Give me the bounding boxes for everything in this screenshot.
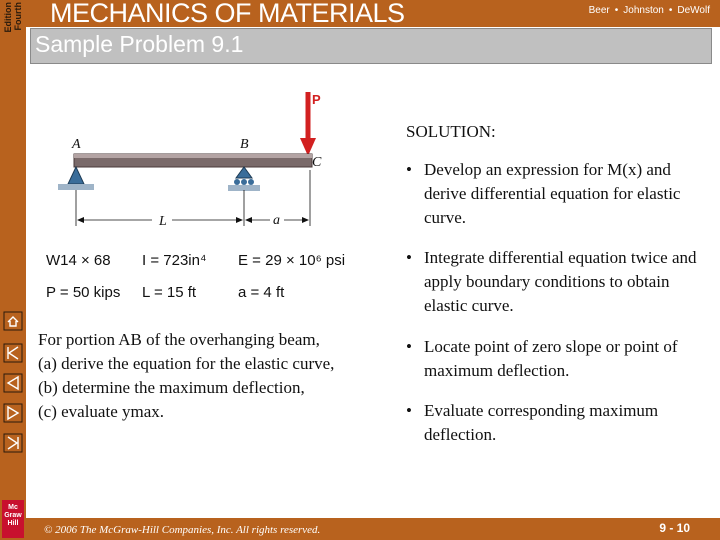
beam-highlight <box>74 154 312 158</box>
dim-arrow <box>236 217 243 223</box>
dim-arrow <box>77 217 84 223</box>
spec-modulus: E = 29 × 10⁶ psi <box>238 252 346 269</box>
solution-step-text: Locate point of zero slope or point of maximum deflection. <box>424 337 678 380</box>
solution-step-text: Evaluate corresponding maximum deflection. <box>424 401 659 444</box>
solution-step <box>406 246 712 318</box>
beam-figure <box>40 90 360 310</box>
load-arrow-head <box>300 138 316 156</box>
next-icon[interactable] <box>3 403 23 423</box>
first-page-icon[interactable] <box>3 343 23 363</box>
ground-a <box>58 184 94 190</box>
beam-diagram <box>40 90 360 230</box>
spec-load: P = 50 kips <box>46 284 121 301</box>
solution-heading: SOLUTION: <box>406 122 496 141</box>
solution-step <box>406 158 712 230</box>
last-page-icon[interactable] <box>3 433 23 453</box>
roller-wheel <box>248 179 254 185</box>
point-a-label: A <box>72 137 81 152</box>
span-label: L <box>159 214 167 229</box>
pin-support-a <box>68 167 84 184</box>
point-c-label: C <box>312 155 322 170</box>
dim-arrow <box>245 217 252 223</box>
title-bar <box>26 0 720 27</box>
bullet: • <box>406 337 412 356</box>
slide-subtitle: Sample Problem 9.1 <box>35 31 244 57</box>
overhang-label: a <box>273 213 280 228</box>
publisher-logo: Mc Graw Hill <box>2 500 24 538</box>
solution-step <box>406 399 712 447</box>
author-separator: • <box>614 5 619 16</box>
bullet: • <box>406 248 412 267</box>
load-label: P <box>312 92 321 107</box>
left-rail <box>0 0 26 540</box>
copyright: © 2006 The McGraw-Hill Companies, Inc. All rights reserved. <box>44 524 321 536</box>
spec-section: W14 × 68 <box>46 252 111 269</box>
spec-length: L = 15 ft <box>142 284 197 301</box>
spec-overhang: a = 4 ft <box>238 284 285 301</box>
problem-statement <box>38 328 398 424</box>
problem-line: (a) derive the equation for the elastic curve, <box>38 354 335 373</box>
page-number: 9 - 10 <box>659 521 690 535</box>
solution-step-text: Integrate differential equation twice and apply boundary conditions to obtain elastic curve. <box>424 248 697 315</box>
dim-arrow <box>302 217 309 223</box>
main-title: MECHANICS OF MATERIALS <box>50 0 405 28</box>
author-2: Johnston <box>623 5 664 16</box>
author-separator: • <box>668 5 673 16</box>
edition-label <box>1 2 25 48</box>
roller-support-b <box>236 167 252 178</box>
bullet: • <box>406 401 412 420</box>
problem-line: For portion AB of the overhanging beam, <box>38 330 320 349</box>
authors <box>589 5 710 16</box>
roller-wheel <box>234 179 240 185</box>
footer-bar <box>26 518 720 540</box>
point-b-label: B <box>240 137 249 152</box>
edition-line1: Fourth <box>13 2 23 31</box>
edition-line2: Edition <box>3 2 13 33</box>
author-1: Beer <box>588 5 610 16</box>
spec-inertia: I = 723in⁴ <box>142 252 207 269</box>
solution-step <box>406 335 712 383</box>
solution-step-text: Develop an expression for M(x) and derive differential equation for elastic curve. <box>424 160 681 227</box>
subtitle-panel <box>30 28 712 64</box>
problem-line: (c) evaluate ymax. <box>38 402 165 421</box>
problem-line: (b) determine the maximum deflection, <box>38 378 305 397</box>
roller-wheel <box>241 179 247 185</box>
home-icon[interactable] <box>3 311 23 331</box>
previous-icon[interactable] <box>3 373 23 393</box>
bullet: • <box>406 160 412 179</box>
author-3: DeWolf <box>677 5 710 16</box>
